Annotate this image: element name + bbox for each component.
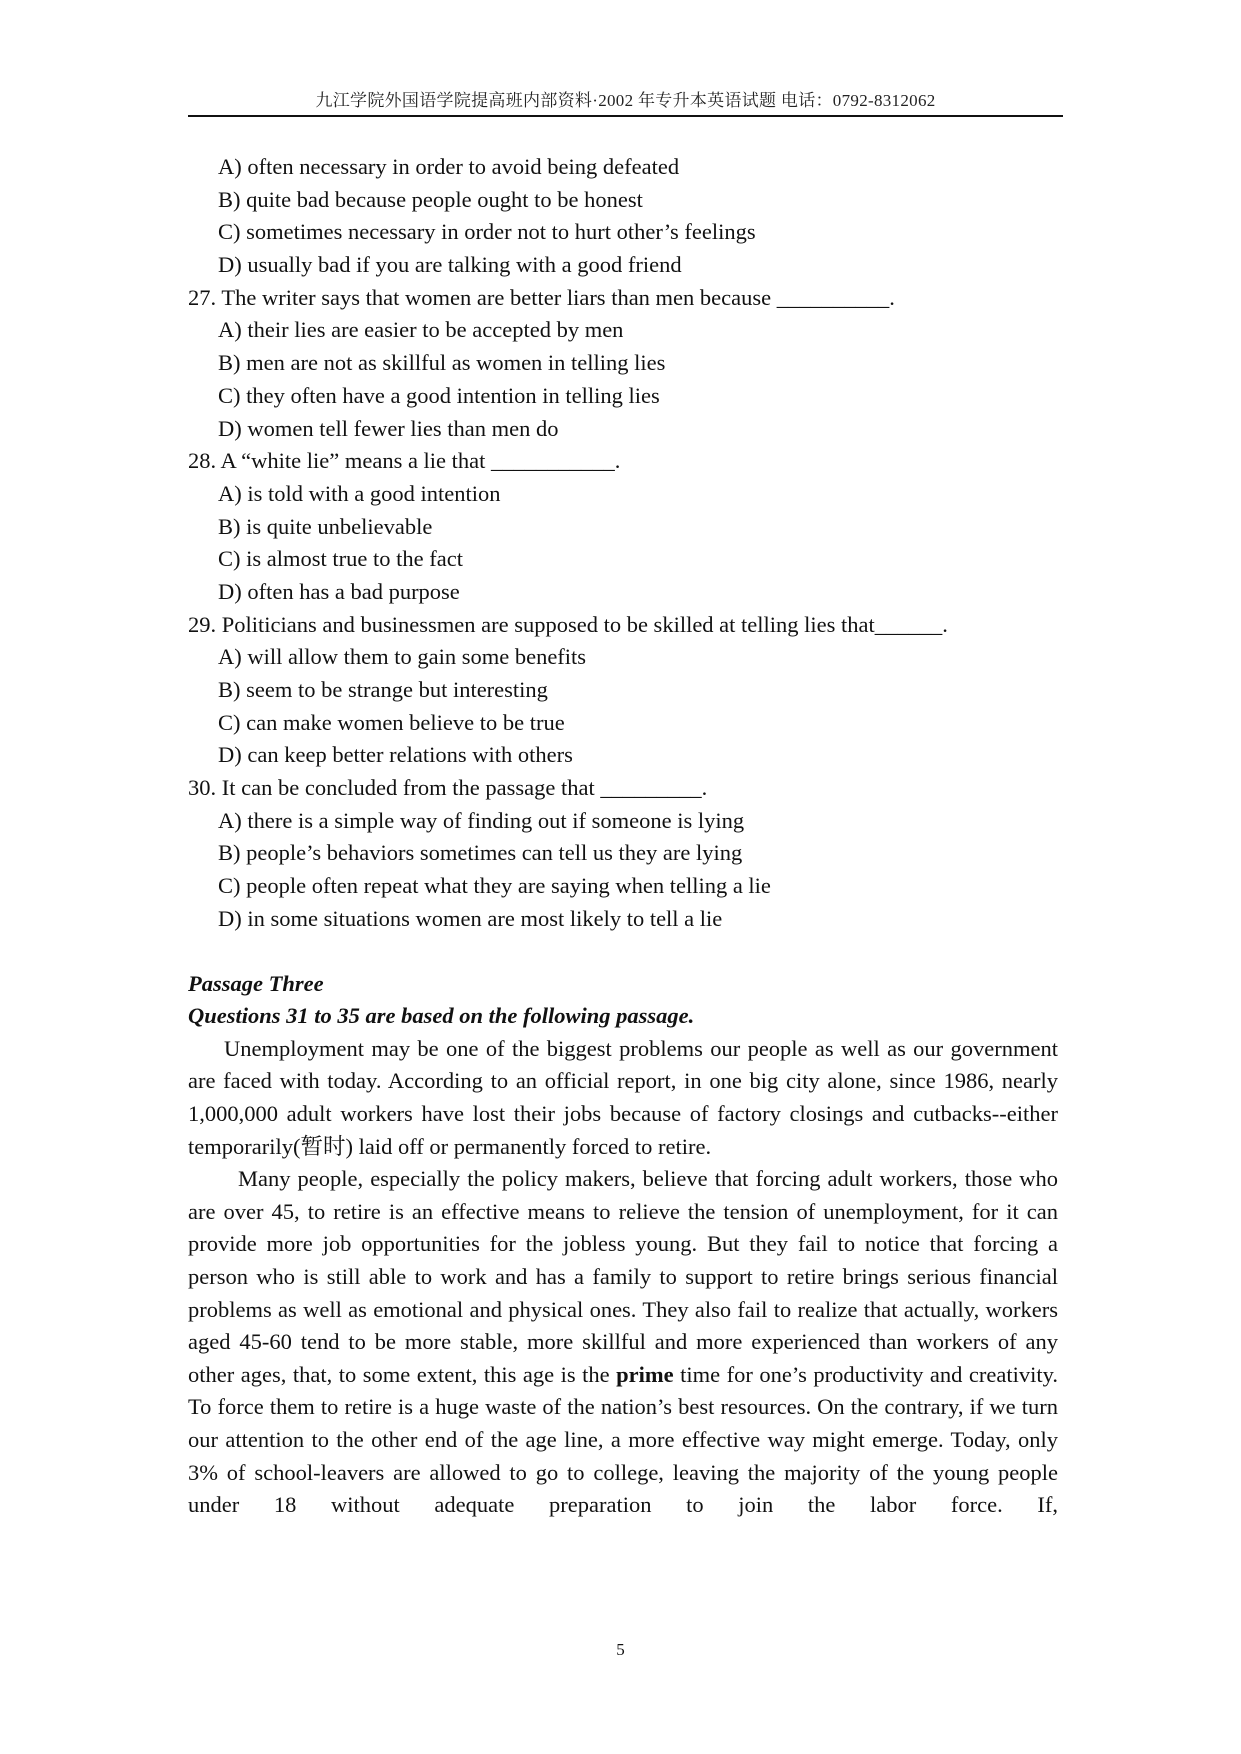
passage-instruction: Questions 31 to 35 are based on the following passage. xyxy=(188,1003,695,1029)
q28-option-c: C) is almost true to the fact xyxy=(218,546,463,572)
paragraph-2-text-end: time for one’s productivity and creativity. To force them to retire is a huge waste of the nation’s best resources. On the contrary, if we turn our attention to the other end of the age line, a more effective way might emerge. Today, only 3% of school-leavers are allowed to go to college, leaving the majority of the young people under 18 without adequate preparation to join the labor force. If, xyxy=(188,1361,1059,1518)
section-gap xyxy=(188,936,1058,968)
q27-option-a: A) their lies are easier to be accepted by men xyxy=(218,317,624,343)
q29-option-c: C) can make women believe to be true xyxy=(218,709,565,735)
q26-option-a: A) often necessary in order to avoid being defeated xyxy=(218,154,680,179)
q30-question: 30. It can be concluded from the passage that _________. xyxy=(188,775,708,801)
bold-word-prime: prime xyxy=(616,1361,674,1387)
q28-option-b: B) is quite unbelievable xyxy=(218,513,433,539)
page-header: 九江学院外国语学院提高班内部资料·2002 年专升本英语试题 电话：0792-8312062 xyxy=(315,91,936,110)
q28-option-d: D) often has a bad purpose xyxy=(218,578,460,604)
q30-option-c: C) people often repeat what they are saying when telling a lie xyxy=(218,873,771,899)
q29-question: 29. Politicians and businessmen are supposed to be skilled at telling lies that______. xyxy=(188,611,948,637)
paragraph-2-text-start: Many people, especially the policy makers, believe that forcing adult workers, those who are over 45, to retire is an effective means to relieve the tension of unemployment, for it can provide more job opportunities for the jobless young. But they fail to notice that forcing a person who is still able to work and has a family to support to retire brings serious financial problems as well as emotional and physical ones. They also fail to realize that actually, workers aged 45-60 tend to be more stable, more skillful and more experienced than workers of any other ages, that, to some extent, this age is the xyxy=(188,1166,1058,1387)
q28-option-a: A) is told with a good intention xyxy=(218,480,501,506)
q29-option-a: A) will allow them to gain some benefits xyxy=(218,644,587,670)
header-rule xyxy=(188,115,1063,117)
q26-option-d: D) usually bad if you are talking with a good friend xyxy=(218,252,682,278)
passage-paragraph-1: Unemployment may be one of the biggest problems our people as well as our government are faced with today. According to an official report, in one big city alone, since 1986, nearly 1,000,000 adult workers have lost their jobs because of factory closings and cutbacks--either temporarily(暂时) laid off or permanently forced to retire. xyxy=(188,1035,1058,1159)
q28-question: 28. A “white lie” means a lie that ___________. xyxy=(188,448,621,474)
q30-option-b: B) people’s behaviors sometimes can tell us they are lying xyxy=(218,840,743,866)
q27-option-b: B) men are not as skillful as women in telling lies xyxy=(218,350,666,376)
q26-option-b: B) quite bad because people ought to be honest xyxy=(218,186,643,212)
q27-option-c: C) they often have a good intention in telling lies xyxy=(218,382,660,408)
q29-option-d: D) can keep better relations with others xyxy=(218,742,573,768)
q27-option-d: D) women tell fewer lies than men do xyxy=(218,415,559,441)
page-number: 5 xyxy=(616,1640,625,1659)
q26-option-c: C) sometimes necessary in order not to hurt other’s feelings xyxy=(218,219,756,245)
q30-option-d: D) in some situations women are most likely to tell a lie xyxy=(218,905,723,931)
q30-option-a: A) there is a simple way of finding out if someone is lying xyxy=(218,807,745,833)
page-content xyxy=(188,151,1058,1522)
q27-question: 27. The writer says that women are better liars than men because __________. xyxy=(188,284,895,310)
q29-option-b: B) seem to be strange but interesting xyxy=(218,677,548,702)
passage-paragraph-2 xyxy=(188,1163,1058,1522)
passage-title: Passage Three xyxy=(188,970,324,996)
